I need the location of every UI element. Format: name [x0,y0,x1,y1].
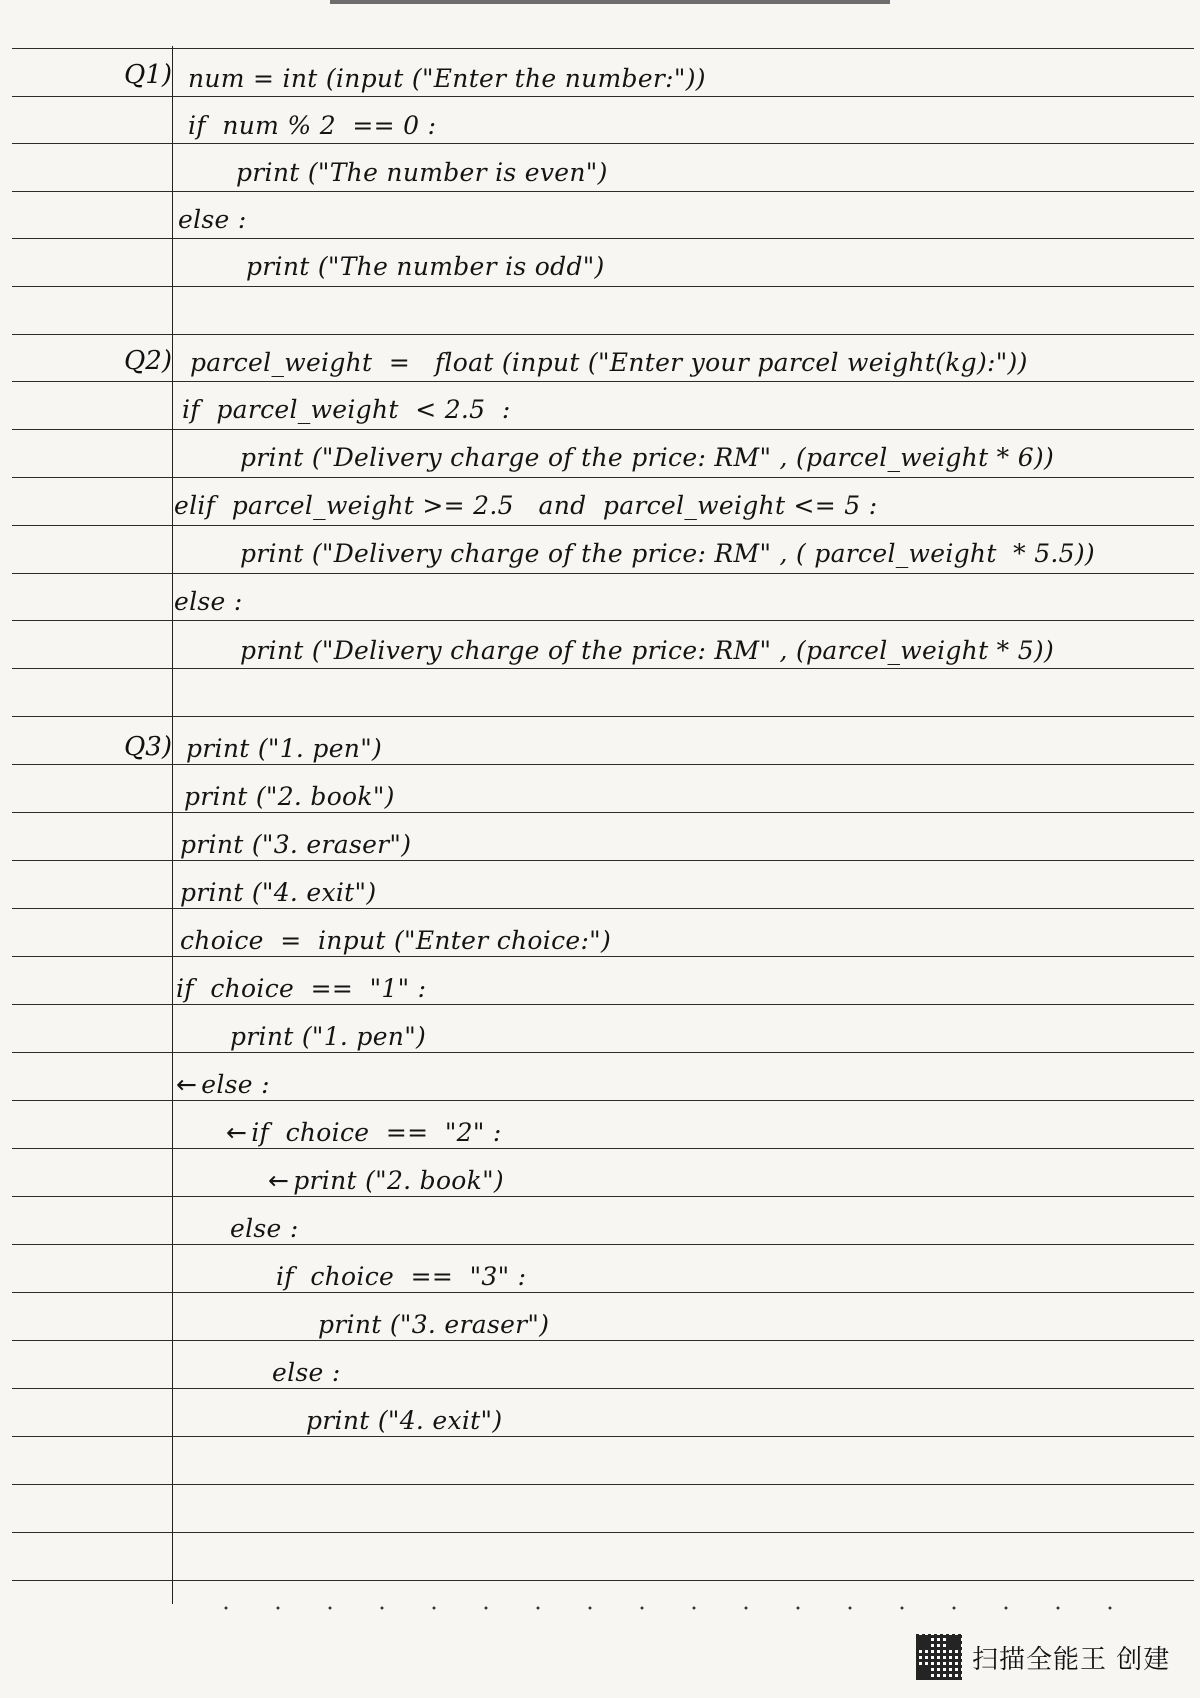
bottom-dot-row [200,1606,1160,1610]
ruled-line [12,1484,1194,1485]
code-line: else : [174,587,243,616]
code-line: ← print ("2. book") [268,1166,504,1195]
ruled-line [12,1196,1194,1197]
scan-edge-shadow [330,0,890,4]
code-line: print ("3. eraser") [318,1310,550,1339]
ruled-line [12,477,1194,478]
ruled-line [12,1052,1194,1053]
code-line: choice = input ("Enter choice:") [180,926,612,955]
code-line: ← if choice == "2" : [226,1118,502,1147]
question-label-q3: Q3) [123,732,172,762]
ruled-line [12,908,1194,909]
watermark-text: 扫描全能王 创建 [972,1644,1171,1675]
code-line: print ("Delivery charge of the price: RM" , (parcel_weight * 5)) [240,636,1055,665]
code-line: print ("1. pen") [186,734,383,763]
code-line: ← else : [176,1070,270,1099]
ruled-line [12,1244,1194,1245]
code-line: parcel_weight = float (input ("Enter your parcel weight(kg):")) [190,348,1028,377]
left-arrow-icon: ← [268,1166,290,1195]
ruled-line [12,764,1194,765]
code-line: print ("4. exit") [180,878,377,907]
code-line: print ("4. exit") [306,1406,503,1435]
code-line: print ("The number is odd") [246,252,605,281]
left-arrow-icon: ← [226,1118,248,1147]
ruled-line [12,48,1194,49]
ruled-line [12,1340,1194,1341]
code-line: print ("Delivery charge of the price: RM" , (parcel_weight * 6)) [240,443,1055,472]
ruled-line [12,1292,1194,1293]
ruled-line [12,1580,1194,1581]
code-line: if choice == "3" : [276,1262,527,1291]
ruled-line [12,525,1194,526]
qr-code-icon [916,1634,962,1680]
ruled-line [12,812,1194,813]
ruled-line [12,334,1194,335]
ruled-line [12,716,1194,717]
ruled-line [12,381,1194,382]
margin-line [172,46,173,1604]
ruled-line [12,191,1194,192]
left-arrow-icon: ← [176,1070,198,1099]
code-line: print ("Delivery charge of the price: RM" , ( parcel_weight * 5.5)) [240,539,1095,568]
ruled-line [12,1148,1194,1149]
ruled-line [12,1532,1194,1533]
code-line: print ("1. pen") [230,1022,427,1051]
code-line: print ("3. eraser") [180,830,412,859]
ruled-line [12,860,1194,861]
ruled-line [12,429,1194,430]
question-label-q2: Q2) [123,346,172,376]
ruled-line [12,1100,1194,1101]
code-line: if choice == "1" : [176,974,427,1003]
code-line: if parcel_weight < 2.5 : [182,395,511,424]
ruled-line [12,620,1194,621]
code-line: num = int (input ("Enter the number:")) [188,64,706,93]
ruled-line [12,956,1194,957]
ruled-line [12,96,1194,97]
question-label-q1: Q1) [123,60,172,90]
ruled-line [12,1388,1194,1389]
ruled-line [12,573,1194,574]
code-line: else : [272,1358,341,1387]
code-line: if num % 2 == 0 : [188,111,437,140]
code-line: print ("2. book") [184,782,395,811]
ruled-line [12,286,1194,287]
code-line: elif parcel_weight >= 2.5 and parcel_weight <= 5 : [174,491,878,520]
ruled-line [12,1004,1194,1005]
ruled-line [12,143,1194,144]
code-line: else : [230,1214,299,1243]
ruled-line [12,1436,1194,1437]
ruled-line [12,668,1194,669]
code-line: else : [178,205,247,234]
ruled-line [12,238,1194,239]
scanner-watermark [916,1632,1170,1682]
code-line: print ("The number is even") [236,158,608,187]
